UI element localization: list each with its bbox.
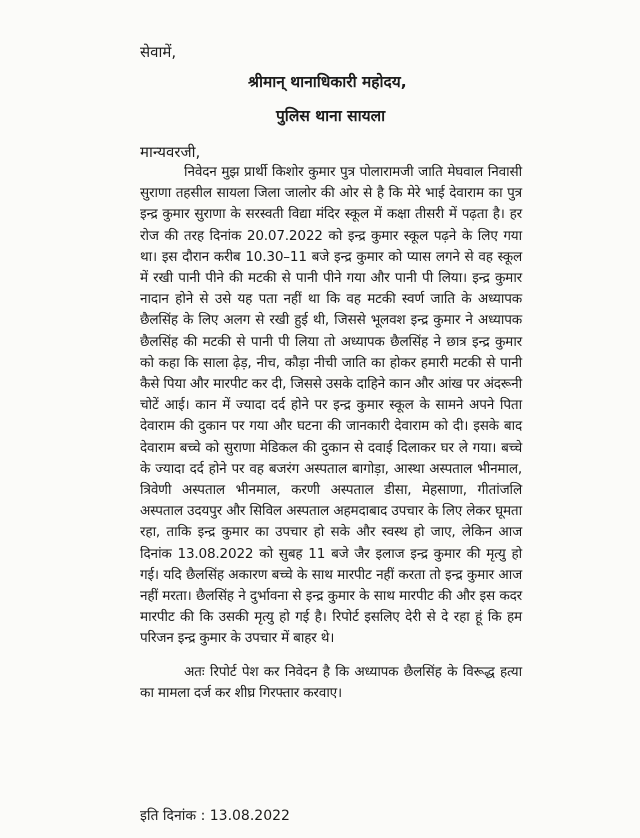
addressee-station: पुलिस थाना सायला	[276, 107, 386, 125]
greeting: मान्यवरजी,	[140, 143, 201, 161]
body-paragraph-1: निवेदन मुझ प्रार्थी किशोर कुमार पुत्र पोलारामजी जाति मेघवाल निवासी सुराणा तहसील सायला जिला जालोर की ओर से है कि मेरे भाई देवाराम का पुत्र इन्द्र कुमार सुराणा के सरस्वती विद्या मंदिर स्कूल में कक्षा तीसरी में पढ़ता है। हर रोज की तरह दिनांक 20.07.2022 को इन्द्र कुमार स्कूल पढ़ने के लिए गया था। इस दौरान करीब 10.30–11 बजे इन्द्र कुमार को प्यास लगने से वह स्कूल में रखी पानी पीने की मटकी से पानी पीने गया और पानी पी लिया। इन्द्र कुमार नादान होने से उसे यह पता नहीं था कि वह मटकी स्वर्ण जाति के अध्यापक छैलसिंह के लिए अलग से रखी हुई थी, जिससे भूलवश इन्द्र कुमार ने अध्यापक छैलसिंह की मटकी से पानी पी लिया तो अध्यापक छैलसिंह ने छात्र इन्द्र कुमार को कहा कि साला ढ़ेड़, नीच, कौड़ा नीची जाति का होकर हमारी मटकी से पानी कैसे पिया और मारपीट कर दी, जिससे उसके दाहिने कान और आंख पर अंदरूनी चोटें आई। कान में ज्यादा दर्द होने पर इन्द्र कुमार स्कूल के सामने अपने पिता देवाराम की दुकान पर गया और घटना की जानकारी देवाराम को दी। इसके बाद देवाराम बच्चे को सुराणा मेडिकल की दुकान से दवाई दिलाकर घर ले गया। बच्चे के ज्यादा दर्द होने पर वह बजरंग अस्पताल बागोड़ा, आस्था अस्पताल भीनमाल, त्रिवेणी अस्पताल भीनमाल, करणी अस्पताल डीसा, मेहसाणा, गीतांजलि अस्पताल उदयपुर और सिविल अस्पताल अहमदाबाद उपचार के लिए लेकर घूमता रहा, ताकि इन्द्र कुमार का उपचार हो सके और स्वस्थ हो जाए, लेकिन आज दिनांक 13.08.2022 को सुबह 11 बजे जैर इलाज इन्द्र कुमार की मृत्यु हो गई। यदि छैलसिंह अकारण बच्चे के साथ मारपीट नहीं करता तो इन्द्र कुमार आज नहीं मरता। छैलसिंह ने दुर्भावना से इन्द्र कुमार के साथ मारपीट की और इस कदर मारपीट की कि उसकी मृत्यु हो गई है। रिपोर्ट इसलिए देरी से दे रहा हूं कि हम परिजन इन्द्र कुमार के उपचार में बाहर थे।	[140, 164, 522, 647]
letter-body	[140, 162, 522, 704]
salutation: सेवामें,	[140, 43, 177, 61]
body-paragraph-2: अतः रिपोर्ट पेश कर निवेदन है कि अध्यापक छैलसिंह के विरूद्ध हत्या का मामला दर्ज कर शीघ्र गिरफ्तार करवाए।	[140, 663, 522, 701]
date-line: इति दिनांक : 13.08.2022	[140, 808, 290, 824]
addressee-title: श्रीमान् थानाधिकारी महोदय,	[248, 73, 407, 91]
